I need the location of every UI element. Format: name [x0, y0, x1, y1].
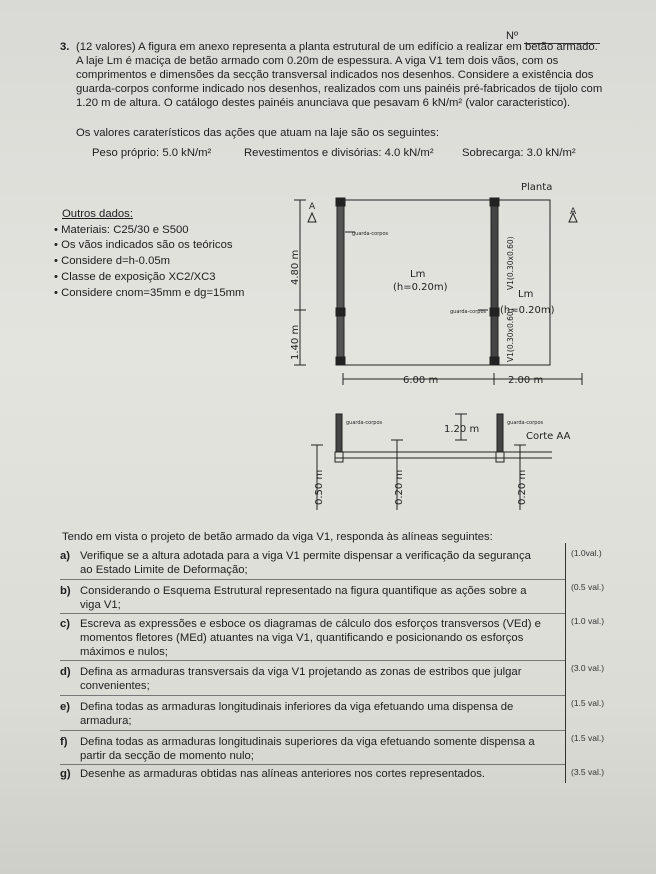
outros-item: • Materiais: C25/30 e S500	[54, 224, 189, 236]
beam-top-label: V1(0.30x0.60)	[506, 236, 515, 290]
question-line-5: 1.20 m de altura. O catálogo destes painéis anunciava que pesavam 6 kN/m² (valor caracteristico).	[76, 97, 571, 109]
task-d-letter: d)	[60, 666, 71, 678]
task-a-line-1: Verifique se a altura adotada para a viga V1 permite dispensar a verificação da segurança	[80, 550, 531, 562]
task-d-line-2: convenientes;	[80, 680, 150, 692]
task-a-val: (1.0val.)	[571, 548, 602, 558]
outros-item: • Considere d=h-0.05m	[54, 255, 171, 267]
dim-200-label: 2.00 m	[508, 375, 544, 386]
slab2-h: (h=0.20m)	[500, 305, 555, 316]
dim-050-label: 0.50 m	[314, 469, 325, 505]
task-c-line-1: Escreva as expressões e esboce os diagramas de cálculo dos esforços transversos (VEd) e	[80, 618, 541, 630]
task-divider	[60, 695, 565, 696]
support-mid-beam	[490, 308, 499, 316]
task-divider	[60, 730, 565, 731]
question-line-4: guarda-corpos conforme indicado nos desenhos, realizados com uns painéis pré-fabricados de tijolo com	[76, 83, 603, 95]
task-f-val: (1.5 val.)	[571, 733, 605, 743]
task-divider	[60, 660, 565, 661]
task-d-val: (3.0 val.)	[571, 663, 605, 673]
task-b-line-2: viga V1;	[80, 599, 121, 611]
section-mark-right-label: A	[570, 207, 577, 217]
actions-intro: Os valores caraterísticos das ações que atuam na laje são os seguintes:	[76, 127, 439, 139]
task-e-line-2: armadura;	[80, 715, 132, 727]
support-bot-beam	[490, 357, 499, 365]
support-top-beam	[490, 198, 499, 206]
guarda1-label: guarda-corpos	[352, 231, 389, 237]
task-a-letter: a)	[60, 550, 71, 562]
task-g-line-1: Desenhe as armaduras obtidas nas alíneas anteriores nos cortes representados.	[80, 768, 486, 780]
dim-120-label: 1.20 m	[444, 424, 480, 435]
section-support-left	[335, 452, 343, 462]
corte-guarda1-label: guarda-corpos	[346, 420, 383, 426]
question-line-3: comprimentos e dimensões da secção transversal indicados nos desenhos. Considere a existência dos	[76, 69, 594, 81]
task-c-val: (1.0 val.)	[571, 616, 605, 626]
values-separator	[565, 543, 566, 783]
slab1-name: Lm	[410, 269, 426, 280]
support-mid-left	[336, 308, 345, 316]
task-f-line-2: partir da secção de momento nulo;	[80, 750, 254, 762]
question-number: 3.	[60, 41, 70, 53]
task-b-line-1: Considerando o Esquema Estrutural representado na figura quantifique as ações sobre a	[80, 585, 527, 597]
task-g-letter: g)	[60, 768, 71, 780]
task-c-line-3: máximos e nulos;	[80, 646, 168, 658]
task-divider	[60, 764, 565, 765]
action-sobrecarga: Sobrecarga: 3.0 kN/m²	[462, 147, 576, 159]
slab2-name: Lm	[518, 289, 534, 300]
action-revestimentos: Revestimentos e divisórias: 4.0 kN/m²	[244, 147, 434, 159]
section-guarda-left	[336, 414, 342, 452]
beam-bot-label: V1(0.30x0.60)	[506, 308, 515, 362]
outros-item: • Considere cnom=35mm e dg=15mm	[54, 287, 245, 299]
outros-title: Outros dados:	[62, 208, 133, 220]
dim-480-label: 4.80 m	[290, 249, 301, 285]
dim-020a-label: 0.20 m	[394, 469, 405, 505]
corte-label: Corte AA	[526, 431, 571, 442]
task-c-letter: c)	[60, 618, 71, 630]
task-divider	[60, 579, 565, 580]
numero-label: Nº	[506, 30, 518, 42]
task-g-val: (3.5 val.)	[571, 767, 605, 777]
corte-guarda2-label: guarda-corpos	[507, 420, 544, 426]
task-d-line-1: Defina as armaduras transversais da viga V1 projetando as zonas de estribos que julgar	[80, 666, 522, 678]
task-e-val: (1.5 val.)	[571, 698, 605, 708]
section-mark-left-label: A	[309, 202, 316, 212]
section-mark-left	[308, 213, 316, 222]
task-e-letter: e)	[60, 701, 71, 713]
guarda2-label: guarda-corpos	[450, 309, 487, 315]
action-peso-proprio: Peso próprio: 5.0 kN/m²	[92, 147, 212, 159]
section-guarda-right	[497, 414, 503, 452]
task-c-line-2: momentos fletores (MEd) atuantes na viga V1, quantificando e posicionando os esforços	[80, 632, 524, 644]
planta-label: Planta	[521, 182, 553, 193]
task-b-val: (0.5 val.)	[571, 582, 605, 592]
dim-020b-label: 0.20 m	[517, 469, 528, 505]
section-support-right	[496, 452, 504, 462]
outros-item: • Classe de exposição XC2/XC3	[54, 271, 216, 283]
question-line-2: A laje Lm é maciça de betão armado com 0.20m de espessura. A viga V1 tem dois vãos, com os	[76, 55, 559, 67]
dim-600-label: 6.00 m	[403, 375, 439, 386]
slab1-h: (h=0.20m)	[393, 282, 448, 293]
left-wall	[337, 200, 344, 365]
support-bot-left	[336, 357, 345, 365]
task-f-line-1: Defina todas as armaduras longitudinais superiores da viga efetuando somente dispensa a	[80, 736, 535, 748]
beam-v1	[491, 200, 498, 365]
task-f-letter: f)	[60, 736, 68, 748]
task-b-letter: b)	[60, 585, 71, 597]
task-a-line-2: ao Estado Limite de Deformação;	[80, 564, 248, 576]
outros-item: • Os vãos indicados são os teóricos	[54, 239, 233, 251]
task-e-line-1: Defina todas as armaduras longitudinais inferiores da viga efetuando uma dispensa de	[80, 701, 514, 713]
task-divider	[60, 613, 565, 614]
tasks-intro: Tendo em vista o projeto de betão armado da viga V1, responda às alíneas seguintes:	[62, 531, 493, 543]
question-line-1: (12 valores) A figura em anexo representa a planta estrutural de um edifício a realizar em betão armado.	[76, 41, 598, 53]
dim-140-label: 1.40 m	[290, 324, 301, 360]
support-top-left	[336, 198, 345, 206]
